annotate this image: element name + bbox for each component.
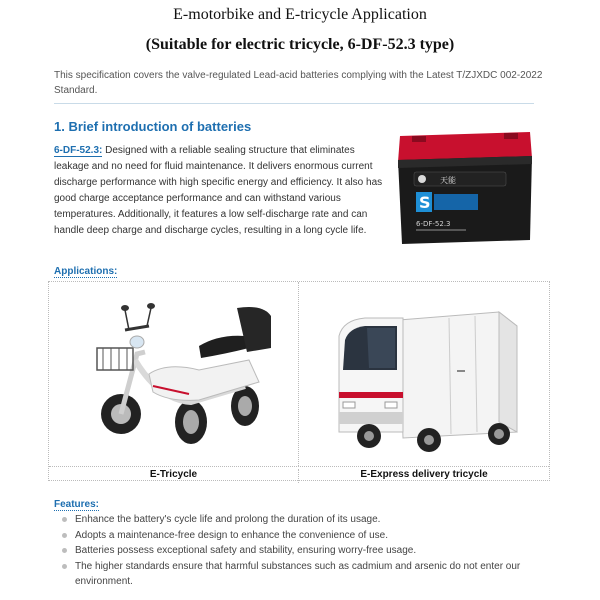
e-express-tricycle-illustration [299, 282, 549, 466]
battery-product-image [392, 128, 538, 246]
list-item: The higher standards ensure that harmful substances such as cadmium and arsenic do not enter our environment. [62, 559, 552, 590]
list-item: Adopts a maintenance-free design to enhance the convenience of use. [62, 528, 552, 544]
description-text: Designed with a reliable sealing structure that eliminates leakage and no need for fluid maintenance. It delivers enormous current discharge performance with high specific energy and efficiency. It also has good charge acceptance performance and can withstand various temperatures. Additionally, it features a low self-discharge rate and can handle deep charge and discharge cycles, resulting in a long cycle life. [54, 145, 383, 236]
e-tricycle-illustration [49, 282, 299, 466]
features-label: Features: [54, 499, 100, 510]
page-subtitle: (Suitable for electric tricycle, 6-DF-52.3 type) [145, 36, 455, 53]
section-heading-brief-introduction: 1. Brief introduction of batteries [54, 119, 252, 134]
svg-text:S: S [419, 193, 431, 212]
applications-caption-row [49, 466, 549, 482]
battery-illustration [392, 128, 538, 246]
e-tricycle-image [49, 282, 299, 466]
features-list [62, 512, 552, 590]
applications-table [48, 281, 550, 481]
applications-label: Applications: [54, 266, 118, 277]
list-item: Batteries possess exceptional safety and stability, ensuring worry-free usage. [62, 543, 552, 559]
e-express-tricycle-image [299, 282, 549, 466]
battery-description [54, 143, 384, 239]
battery-model-text: 6-DF-52.3 [416, 220, 451, 228]
caption-e-express-delivery-tricycle: E-Express delivery tricycle [360, 469, 488, 480]
model-tag: 6-DF-52.3: [54, 145, 103, 156]
battery-brand-text: 天能 [440, 176, 456, 185]
intro-paragraph: This specification covers the valve-regulated Lead-acid batteries complying with the Latest T/ZJXDC 002-2022 Standard. [54, 70, 543, 96]
page-title: E-motorbike and E-tricycle Application [173, 6, 427, 23]
section-divider [54, 103, 534, 104]
caption-e-tricycle: E-Tricycle [49, 469, 299, 483]
list-item: Enhance the battery's cycle life and prolong the duration of its usage. [62, 512, 552, 528]
